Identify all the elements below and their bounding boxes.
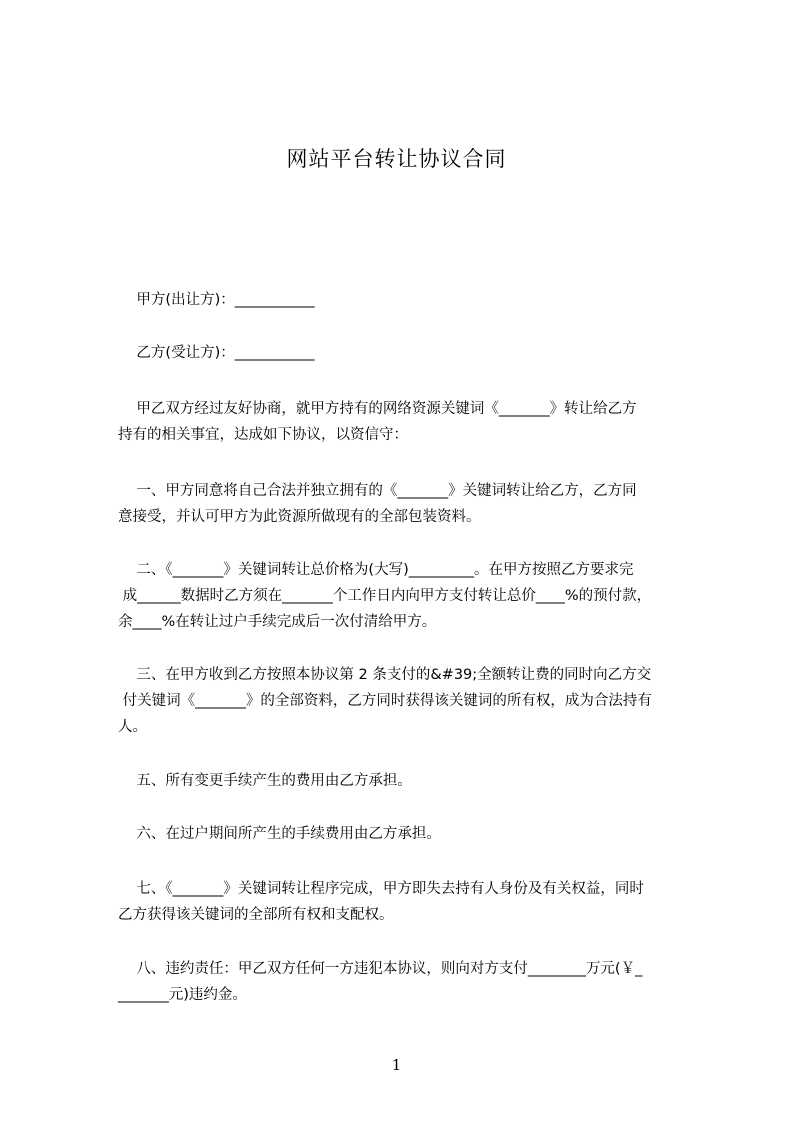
document-title: 网站平台转让协议合同: [286, 147, 507, 171]
clause-8-line-2: _______元)违约金。: [118, 987, 247, 1003]
preamble-line-1: 甲乙双方经过友好协商，就甲方持有的网络资源关键词《_______》转让给乙方: [118, 401, 637, 417]
preamble-line-2: 持有的相关事宜，达成如下协议，以资信守：: [118, 427, 408, 443]
party-b-line: 乙方(受让方)：___________: [118, 345, 315, 361]
clause-2-line-3: 余____%在转让过户手续完成后一次付清给甲方。: [118, 614, 437, 630]
clause-7-line-2: 乙方获得该关键词的全部所有权和支配权。: [118, 907, 394, 923]
clause-7-line-1: 七、《_______》关键词转让程序完成，甲方即失去持有人身份及有关权益，同时: [118, 881, 644, 897]
clause-6-line: 六、在过户期间所产生的手续费用由乙方承担。: [118, 826, 441, 842]
clause-5-line: 五、所有变更手续产生的费用由乙方承担。: [118, 773, 412, 789]
clause-8-line-1: 八、违约责任：甲乙双方任何一方违犯本协议，则向对方支付________万元(￥_: [118, 961, 643, 977]
party-a-line: 甲方(出让方)：___________: [118, 292, 315, 308]
clause-3-line-3: 人。: [118, 719, 147, 735]
clause-3-line-2: 付关键词《_______》的全部资料，乙方同时获得该关键词的所有权，成为合法持有: [118, 693, 652, 709]
page-number: 1: [391, 1056, 402, 1074]
clause-2-line-1: 二、《_______》关键词转让总价格为(大写)_________。在甲方按照乙方要求完: [118, 562, 634, 578]
clause-1-line-2: 意接受，并认可甲方为此资源所做现有的全部包装资料。: [118, 509, 481, 525]
clause-2-line-2: 成______数据时乙方须在_______个工作日内向甲方支付转让总价____%的预付款，: [118, 588, 652, 604]
clause-3-line-1: 三、在甲方收到乙方按照本协议第 2 条支付的&#39;全额转让费的同时向乙方交: [118, 667, 652, 683]
clause-1-line-1: 一、甲方同意将自己合法并独立拥有的《_______》关键词转让给乙方，乙方同: [118, 483, 637, 499]
